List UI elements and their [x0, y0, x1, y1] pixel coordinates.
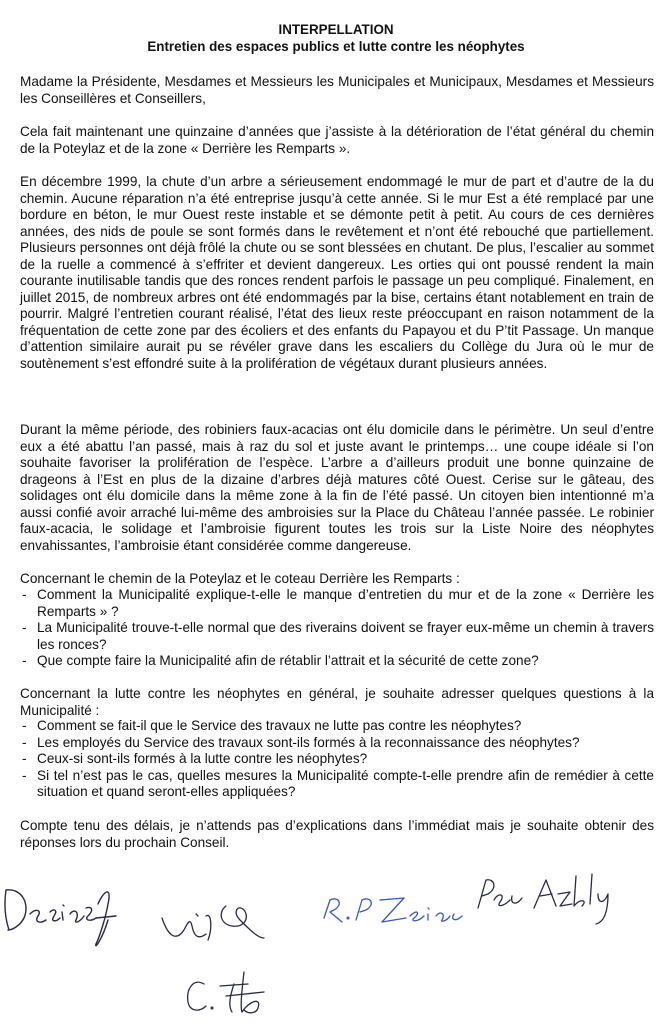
section1-intro: Concernant le chemin de la Poteylaz et le coteau Derrière les Remparts :: [20, 571, 460, 586]
section1-question: - La Municipalité trouve-t-elle normal que des riverains doivent se frayer eux-même un chemin à travers les ronces?: [20, 620, 654, 653]
section2-question: - Ceux-si sont-ils formés à la lutte contre les néophytes?: [20, 751, 654, 768]
paragraph-wall-damage: En décembre 1999, la chute d’un arbre a sérieusement endommagé le mur de part et d’autre de la du chemin. Aucune réparation n’a été entreprise jusqu’à cette année. Si le mur Est a été remplacé par une bordure en béton, le mur Ouest reste instable et se démonte petit à petit. Au cours de ces dernières années, des nids de poule se sont formés dans le revêtement et n’ont été rebouché que partiellement. Plusieurs personnes ont déjà frôlé la chute ou se sont blessées en chutant. De plus, l’escalier au sommet de la ruelle a commencé à s’effriter et devient dangereux. Les orties qui ont poussé rendent la main courante inutilisable tandis que des ronces rendent parfois le passage un peu compliqué. Finalement, en juillet 2015, de nombreux arbres ont été endommagés par la bise, certains étant notablement en train de pourrir. Malgré l’entretien courant réalisé, l’état des lieux reste préoccupant en raison notamment de la fréquentation de cette zone par des écoliers et des enfants du Papayou et du P’tit Passage. Un manque d’attention similaire aurait pu se révéler grave dans les escaliers du Collège du Jura où le mur de soutènement s’est effondré suite à la prolifération de végétaux durant plusieurs années.: [20, 174, 654, 371]
signatures-area: [0, 860, 672, 1024]
section2-question: - Les employés du Service des travaux sont-ils formés à la reconnaissance des néophytes?: [20, 735, 654, 752]
paragraph-intro: Cela fait maintenant une quinzaine d’années que j’assiste à la détérioration de l’état général du chemin de la Poteylaz et de la zone « Derrière les Remparts ».: [20, 124, 654, 156]
section2-question: - Comment se fait-il que le Service des travaux ne lutte pas contre les néophytes?: [20, 718, 654, 735]
section1-question-list: [20, 587, 654, 670]
section1-question: - Que compte faire la Municipalité afin de rétablir l’attrait et la sécurité de cette zone?: [20, 653, 654, 670]
signature-3: [324, 898, 462, 922]
signature-2: [162, 906, 264, 940]
section2-question-list: [20, 718, 654, 801]
document-title: INTERPELLATION: [278, 22, 394, 37]
section2-question: - Si tel n’est pas le cas, quelles mesures la Municipalité compte-t-elle prendre afin de remédier à cette situation et quand seront-elles appliquées?: [20, 768, 654, 801]
signature-1: [5, 890, 116, 946]
signature-4: [478, 874, 608, 924]
section2-intro: Concernant la lutte contre les néophytes en général, je souhaite adresser quelques questions à la Municipalité :: [20, 686, 654, 718]
signature-5: [188, 972, 264, 1013]
paragraph-neophytes: Durant la même période, des robiniers faux-acacias ont élu domicile dans le périmètre. Un seul d’entre eux a été abattu l’an passé, mais à raz du sol et juste avant le printemps… une coupe idéale si l’on souhaite favoriser la prolifération de l’espèce. L’arbre a d’ailleurs produit une bonne quinzaine de drageons à l’Est en plus de la dizaine d’arbres déjà matures côté Ouest. Cerise sur le gâteau, des solidages ont élu domicile dans la même zone à la fin de l’été passé. Un citoyen bien intentionné m’a aussi confié avoir arraché lui-même des ambroisies sur la Place du Château l’année passée. Le robinier faux-acacia, le solidage et l’ambroisie figurent toutes les trois sur la Liste Noire des néophytes envahissantes, l’ambroisie étant considérée comme dangereuse.: [20, 422, 654, 553]
document-subtitle: Entretien des espaces publics et lutte contre les néophytes: [147, 39, 525, 54]
section1-question: - Comment la Municipalité explique-t-elle le manque d’entretien du mur et de la zone « Derrière les Remparts » ?: [20, 587, 654, 620]
closing-paragraph: Compte tenu des délais, je n’attends pas d’explications dans l’immédiat mais je souhaite obtenir des réponses lors du prochain Conseil.: [20, 818, 654, 850]
salutation: Madame la Présidente, Mesdames et Messieurs les Municipales et Municipaux, Mesdames et Messieurs les Conseillères et Conseillers,: [20, 74, 654, 106]
